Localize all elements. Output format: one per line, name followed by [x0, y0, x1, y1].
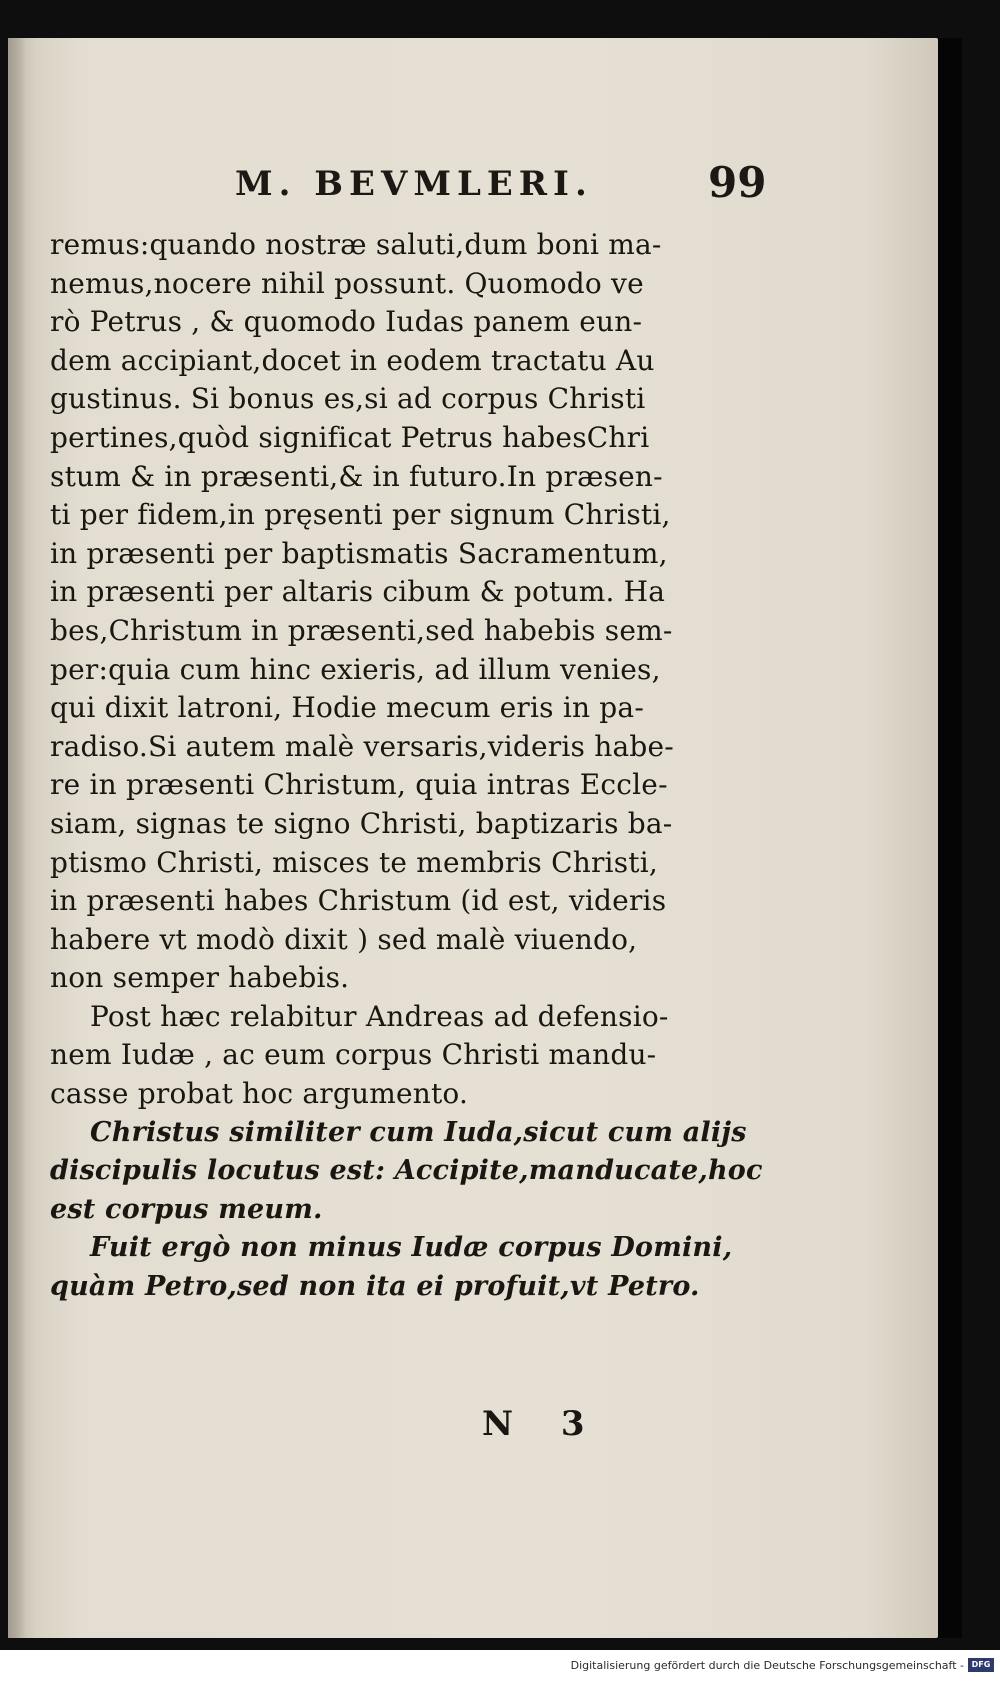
text-line: in præsenti habes Christum (id est, videris [50, 884, 667, 918]
page-edge-shadow [938, 38, 962, 1638]
text-line: qui dixit latroni, Hodie mecum eris in pa- [50, 691, 644, 725]
paragraph-line: nem Iudæ , ac eum corpus Christi mandu- [50, 1038, 657, 1072]
text-line: pertines,quòd significat Petrus habesChri [50, 420, 650, 454]
quote-line: quàm Petro,sed non ita ei profuit,vt Petro. [50, 1271, 700, 1303]
paragraph-line: casse probat hoc argumento. [50, 1077, 469, 1111]
running-title: M. BEVMLERI. [235, 164, 593, 204]
funding-credit: Digitalisierung gefördert durch die Deutsche Forschungsgemeinschaft - [570, 1659, 964, 1672]
page-header [100, 158, 767, 218]
text-line: dem accipiant,docet in eodem tractatu Au [50, 343, 655, 377]
dfg-logo-icon: DFG [968, 1658, 994, 1672]
quote-line: Fuit ergò non minus Iudæ corpus Domini, [90, 1232, 733, 1264]
footer-bar [0, 1650, 1000, 1681]
quote-line: Christus similiter cum Iuda,sicut cum alijs [90, 1116, 747, 1148]
text-line: ti per fidem,in pręsenti per signum Christi, [50, 498, 671, 532]
text-line: ptismo Christi, misces te membris Christi, [50, 845, 658, 879]
text-line: in præsenti per altaris cibum & potum. Ha [50, 575, 666, 609]
page-gutter-shadow [8, 38, 26, 1638]
text-line: rò Petrus , & quomodo Iudas panem eun- [50, 305, 643, 339]
text-line: gustinus. Si bonus es,si ad corpus Christi [50, 382, 646, 416]
body-text [50, 226, 763, 1307]
text-line: nemus,nocere nihil possunt. Quomodo ve [50, 266, 644, 300]
page-number: 99 [708, 158, 767, 207]
text-line: per:quia cum hinc exieris, ad illum venies, [50, 652, 661, 686]
text-line: non semper habebis. [50, 961, 350, 995]
text-line: siam, signas te signo Christi, baptizaris ba- [50, 806, 673, 840]
paragraph-line: Post hæc relabitur Andreas ad defensio- [90, 999, 669, 1033]
text-line: stum & in præsenti,& in futuro.In præsen- [50, 459, 663, 493]
quote-line: est corpus meum. [50, 1193, 323, 1225]
text-line: bes,Christum in præsenti,sed habebis sem- [50, 613, 673, 647]
text-line: re in præsenti Christum, quia intras Eccle- [50, 768, 668, 802]
text-line: habere vt modò dixit ) sed malè viuendo, [50, 922, 638, 956]
quote-line: discipulis locutus est: Accipite,manducate,hoc [50, 1155, 763, 1187]
text-line: radiso.Si autem malè versaris,videris habe- [50, 729, 674, 763]
text-line: in præsenti per baptismatis Sacramentum, [50, 536, 668, 570]
signature-mark: N 3 [482, 1404, 603, 1444]
text-line: remus:quando nostræ saluti,dum boni ma- [50, 228, 662, 261]
